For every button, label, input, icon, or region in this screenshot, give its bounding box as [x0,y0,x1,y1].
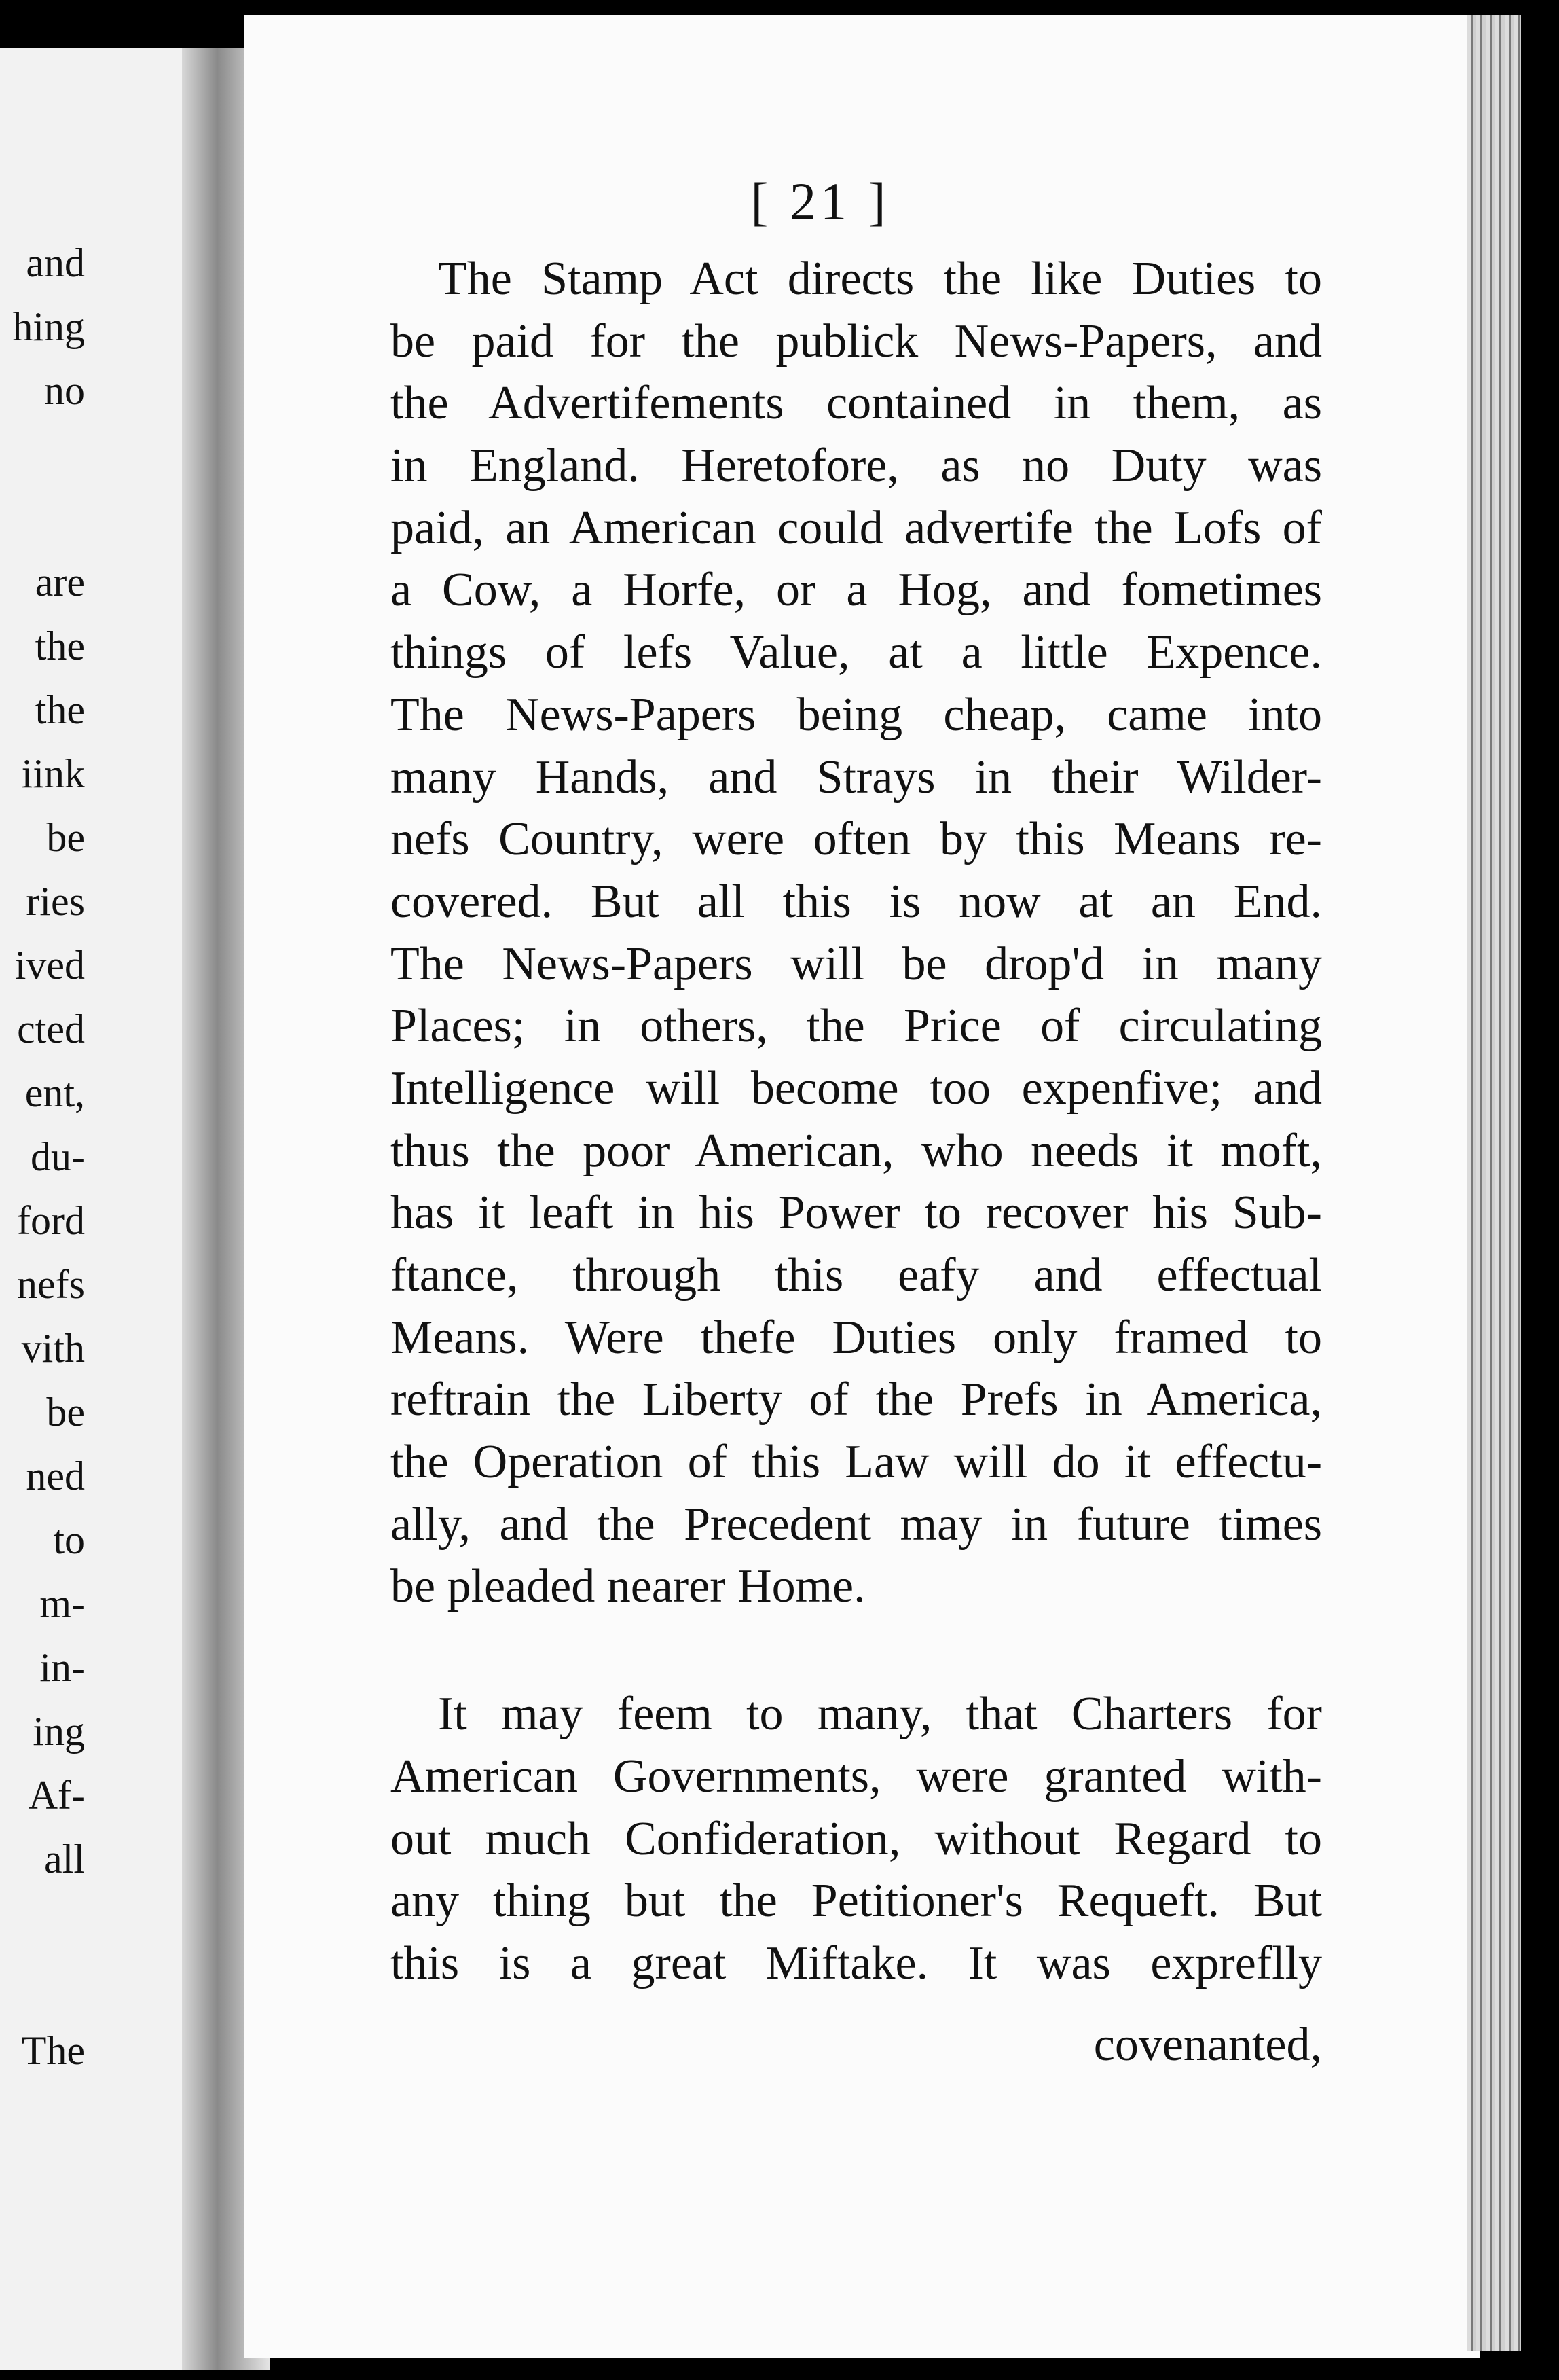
left-fragment: The [21,2028,85,2073]
text-line: The News-Papers being cheap, came into [390,688,1322,741]
text-line: has it leaft in his Power to recover his Sub- [390,1187,1322,1240]
left-fragment [0,1955,85,2019]
left-fragment: be [46,1390,85,1435]
left-fragment: iink [21,751,85,796]
left-fragment: ing [33,1709,85,1754]
catchword: covenanted, [1093,2019,1322,2071]
text-line: ftance, through this eafy and effectual [390,1249,1322,1301]
text-line: any thing but the Petitioner's Requeft. But [390,1875,1322,1928]
left-fragment: to [53,1517,85,1562]
left-fragment: the [35,687,85,732]
left-fragment: ned [26,1454,85,1498]
text-line: The Stamp Act directs the like Duties to [438,253,1322,305]
text-line: It may feem to many, that Charters for [438,1688,1322,1741]
text-line: this is a great Miftake. It was expreflly [390,1936,1322,1989]
left-fragment: be [46,815,85,860]
page-number: [ 21 ] [750,172,890,231]
text-line: thus the poor American, who needs it moft, [390,1124,1322,1177]
text-line: out much Confideration, without Regard to [390,1812,1322,1865]
text-line: paid, an American could advertife the Lofs of [390,501,1322,554]
left-fragment: du- [31,1134,85,1179]
text-line: American Governments, were granted with- [390,1750,1322,1803]
text-line: nefs Country, were often by this Means re- [390,813,1322,866]
text-line: things of lefs Value, at a little Expence. [390,626,1322,679]
text-line: covered. But all this is now at an End. [390,875,1322,928]
text-line: Means. Were thefe Duties only framed to [390,1311,1322,1364]
left-fragment: no [44,368,85,413]
text-line: many Hands, and Strays in their Wilder- [390,751,1322,804]
text-line: in England. Heretofore, as no Duty was [390,439,1322,492]
text-line: The News-Papers will be drop'd in many [390,937,1322,990]
text-line: a Cow, a Horfe, or a Hog, and fometimes [390,564,1322,617]
left-fragment [0,422,85,486]
text-line: ally, and the Precedent may in future times [390,1498,1322,1551]
text-line: Places; in others, the Price of circulating [390,1000,1322,1053]
text-line: be pleaded nearer Home. [390,1560,866,1613]
left-fragment [0,1891,85,1955]
left-fragment: m- [39,1581,85,1626]
left-fragment: ent, [24,1070,85,1115]
left-fragment: the [35,624,85,668]
left-fragment: ries [26,879,85,924]
left-fragment: in- [39,1645,85,1690]
text-line: the Advertifements contained in them, as [390,377,1322,430]
left-fragment: all [44,1837,85,1881]
left-fragment: ford [17,1198,85,1243]
left-fragment: vith [21,1326,85,1371]
left-fragment: nefs [17,1262,85,1307]
left-fragment: hing [12,304,85,349]
left-page-text [0,231,85,2082]
paragraph-gap [390,1618,1322,1683]
left-fragment: Af- [28,1773,85,1818]
text-line: reftrain the Liberty of the Prefs in America, [390,1373,1322,1426]
left-fragment: ived [14,943,85,988]
left-fragment: are [35,560,85,605]
text-line: Intelligence will become too expenfive; and [390,1062,1322,1115]
text-line: the Operation of this Law will do it effectu- [390,1436,1322,1489]
text-line: be paid for the publick News-Papers, and [390,314,1322,367]
page-edges [1467,15,1521,2351]
body-text [390,248,1322,1995]
left-fragment [0,486,85,550]
left-fragment: and [26,240,85,285]
left-fragment: cted [17,1007,85,1051]
